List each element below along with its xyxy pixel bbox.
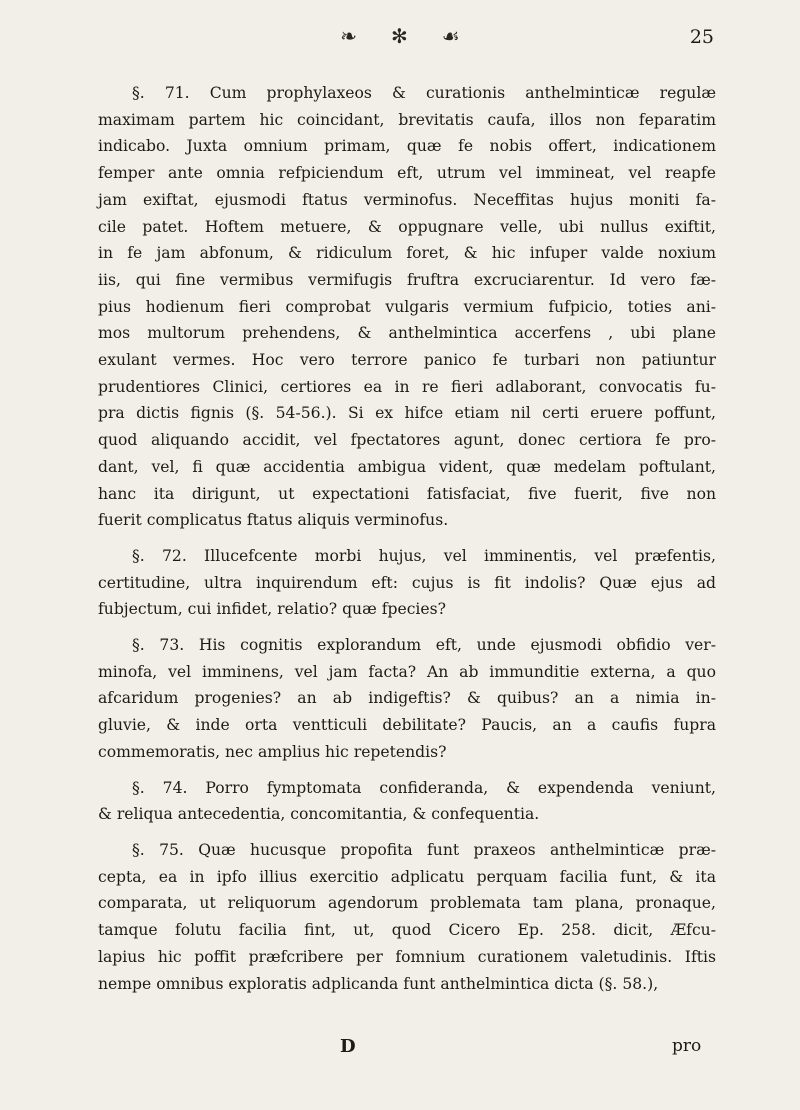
text-line: indicabo. Juxta omnium primam, quæ fe nobis offert, indicationem bbox=[98, 137, 716, 156]
text-line: jam exiftat, ejusmodi ftatus verminofus. Neceffitas hujus moniti fa- bbox=[98, 190, 716, 209]
body-text bbox=[98, 80, 716, 997]
paragraph-72 bbox=[98, 543, 716, 623]
signature-mark: D bbox=[340, 1036, 356, 1057]
text-line: commemoratis, nec amplius hic repetendis? bbox=[98, 742, 447, 761]
text-line: §. 74. Porro fymptomata confideranda, & expendenda veniunt, bbox=[132, 778, 716, 797]
text-line: §. 72. Illucefcente morbi hujus, vel imminentis, vel præfentis, bbox=[132, 546, 716, 565]
text-line: certitudine, ultra inquirendum eft: cujus is fit indolis? Quæ ejus ad bbox=[98, 573, 716, 592]
text-line: cepta, ea in ipfo illius exercitio adplicatu perquam facilia funt, & ita bbox=[98, 867, 716, 886]
text-line: prudentiores Clinici, certiores ea in re fieri adlaborant, convocatis fu- bbox=[98, 377, 716, 396]
header-ornaments bbox=[0, 24, 800, 48]
ornament-left-icon: ❧ bbox=[340, 24, 358, 48]
text-line: & reliqua antecedentia, concomitantia, & confequentia. bbox=[98, 805, 540, 824]
ornament-center-icon: ✻ bbox=[391, 24, 408, 48]
text-line: pius hodienum fieri comprobat vulgaris vermium fufpicio, toties ani- bbox=[98, 297, 716, 316]
text-line: §. 71. Cum prophylaxeos & curationis anthelminticæ regulæ bbox=[132, 84, 716, 102]
text-line: §. 75. Quæ hucusque propofita funt praxeos anthelminticæ præ- bbox=[132, 840, 716, 859]
text-line: comparata, ut reliquorum agendorum problemata tam plana, pronaque, bbox=[98, 894, 716, 913]
text-line: iis, qui fine vermibus vermifugis fruftra excruciarentur. Id vero fæ- bbox=[98, 270, 716, 289]
text-line: fuerit complicatus ftatus aliquis verminofus. bbox=[98, 511, 449, 530]
text-line: mos multorum prehendens, & anthelmintica accerfens , ubi plane bbox=[98, 324, 716, 343]
text-line: afcaridum progenies? an ab indigeftis? & quibus? an a nimia in- bbox=[98, 689, 716, 708]
text-line: femper ante omnia refpiciendum eft, utrum vel immineat, vel reapfe bbox=[98, 164, 716, 183]
text-line: pra dictis fignis (§. 54-56.). Si ex hifce etiam nil certi eruere poffunt, bbox=[98, 404, 716, 423]
text-line: tamque folutu facilia fint, ut, quod Cicero Ep. 258. dicit, Æfcu- bbox=[98, 921, 716, 940]
paragraph-71 bbox=[98, 80, 716, 534]
text-line: minofa, vel imminens, vel jam facta? An ab immunditie externa, a quo bbox=[98, 662, 716, 681]
page-number: 25 bbox=[689, 26, 714, 48]
text-line: hanc ita dirigunt, ut expectationi fatisfaciat, five fuerit, five non bbox=[98, 484, 716, 503]
paragraph-74 bbox=[98, 775, 716, 828]
paragraph-75 bbox=[98, 837, 716, 997]
text-line: fubjectum, cui infidet, relatio? quæ fpecies? bbox=[98, 600, 447, 619]
text-line: lapius hic poffit præfcribere per fomnium curationem valetudinis. Iftis bbox=[98, 947, 716, 966]
ornament-right-icon: ☙ bbox=[441, 24, 460, 48]
catchword: pro bbox=[672, 1036, 702, 1056]
paragraph-73 bbox=[98, 632, 716, 766]
text-line: gluvie, & inde orta ventticuli debilitate? Paucis, an a caufis fupra bbox=[98, 716, 716, 735]
text-line: exulant vermes. Hoc vero terrore panico fe turbari non patiuntur bbox=[98, 351, 716, 370]
text-line: in fe jam abfonum, & ridiculum foret, & hic infuper valde noxium bbox=[98, 244, 716, 263]
text-line: dant, vel, fi quæ accidentia ambigua vident, quæ medelam poftulant, bbox=[98, 457, 716, 476]
text-line: §. 73. His cognitis explorandum eft, unde ejusmodi obfidio ver- bbox=[132, 636, 716, 655]
text-line: cile patet. Hoftem metuere, & oppugnare velle, ubi nullus exiftit, bbox=[98, 217, 716, 236]
text-line: maximam partem hic coincidant, brevitatis caufa, illos non feparatim bbox=[98, 110, 716, 129]
text-line: nempe omnibus exploratis adplicanda funt anthelmintica dicta (§. 58.), bbox=[98, 974, 659, 993]
text-line: quod aliquando accidit, vel fpectatores agunt, donec certiora fe pro- bbox=[98, 431, 716, 450]
